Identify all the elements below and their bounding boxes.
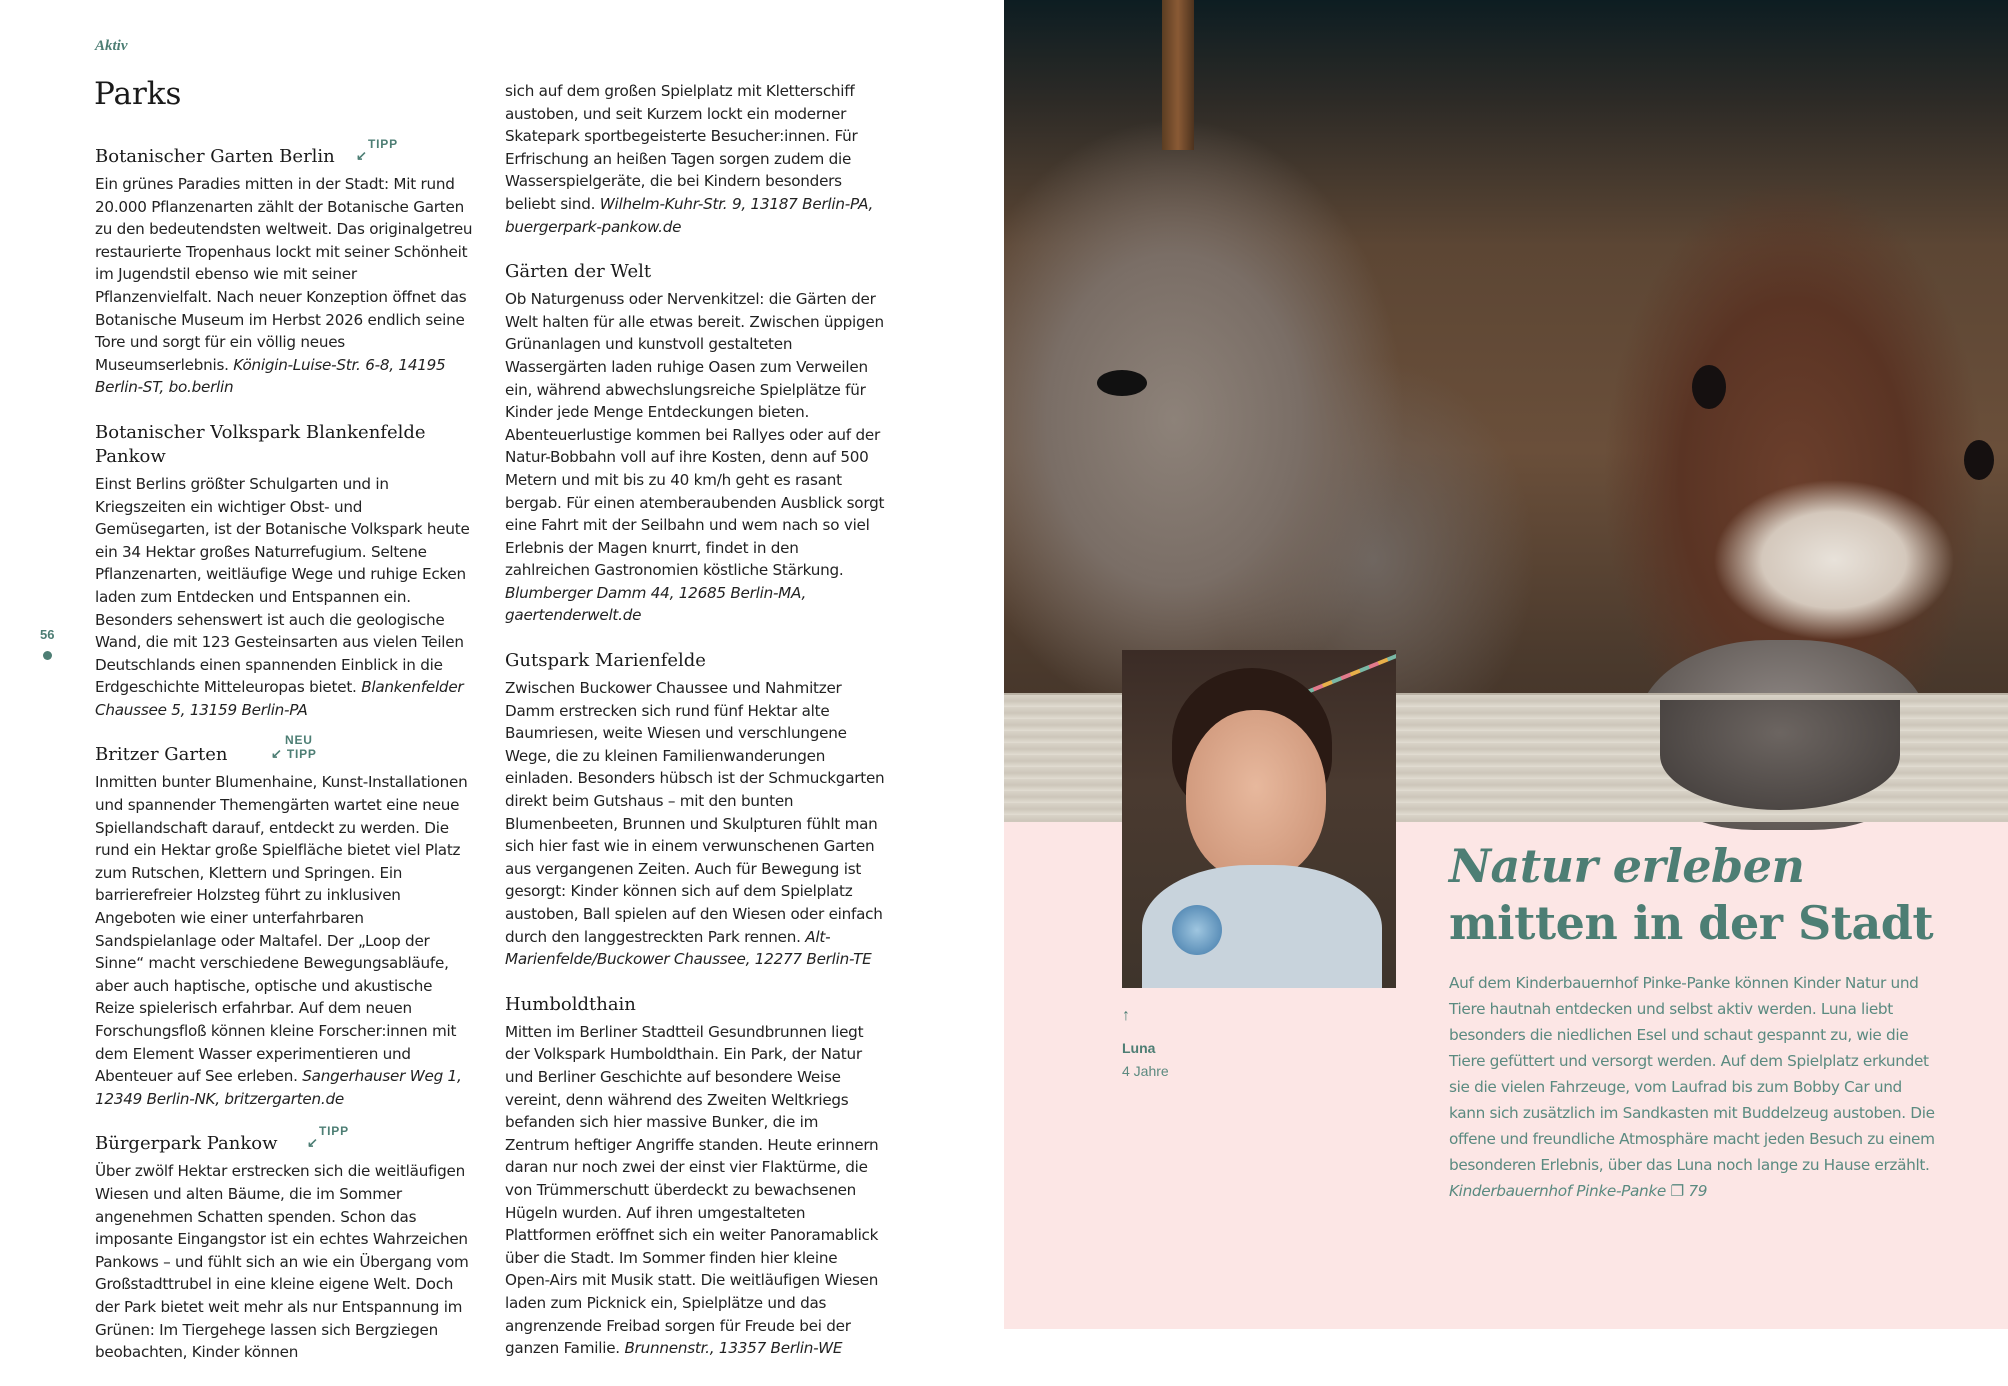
entry-address: Brunnenstr., 13357 Berlin-WE: [624, 1339, 843, 1358]
entry-address: Königin-Luise-Str. 6-8, 14195 Berlin-ST, bo.berlin: [95, 355, 446, 397]
child-photo: [1122, 650, 1396, 988]
entry-title: Gärten der Welt: [505, 261, 652, 283]
donkey-eye: [1692, 365, 1726, 409]
entry-title: Botanischer Volkspark Blankenfelde Pankow: [95, 421, 426, 467]
feature-title: Natur erleben mitten in der Stadt: [1449, 839, 1934, 950]
child-face: [1186, 710, 1326, 880]
entry-gaerten-der-welt: [505, 260, 885, 627]
entry-gutspark-marienfelde: [505, 649, 885, 971]
left-page: [0, 0, 1004, 1362]
column-2: [505, 80, 885, 1382]
entry-body: Einst Berlins größter Schulgarten und in Kriegszeiten ein wichtiger Obst- und Gemüsegarten, ist der Botanische Volkspark heute ein 34 Hektar großes Naturrefugium. Seltene Pflanzenarten, weitläufige Wege und ruhige Ecken laden zum Entdecken und Entspannen ein. Besonders sehenswert ist auch die geologische Wand, die mit 123 Gesteinsarten aus vielen Teilen Deutschlands einen spannenden Einblick in die Erdgeschichte Mitteleuropas bietet. Blankenfelder Chaussee 5, 13159 Berlin-PA: [95, 474, 470, 719]
entry-title: Britzer Garten: [95, 744, 228, 766]
donkey-muzzle-over-fence: [1660, 700, 1900, 810]
entry-address: Alt-Marienfelde/Buckower Chaussee, 12277 Berlin-TE: [505, 927, 872, 969]
cake-pop: [1172, 905, 1222, 955]
page-title: Parks: [94, 76, 182, 112]
entry-body: Ein grünes Paradies mitten in der Stadt: Mit rund 20.000 Pflanzenarten zählt der Botanische Garten zu den bedeutendsten weltweit. Das originalgetreu restaurierte Tropenhaus lockt mit seiner Schönheit im Jugendstil ebenso wie mit seiner Pflanzenvielfalt. Nach neuer Konzeption öffnet das Botanische Museum im Herbst 2026 endlich seine Tore und sorgt für ein völlig neues Museumserlebnis. Königin-Luise-Str. 6-8, 14195 Berlin-ST, bo.berlin: [95, 175, 473, 397]
entry-title: Gutspark Marienfelde: [505, 650, 706, 672]
entry-body: Ob Naturgenuss oder Nervenkitzel: die Gärten der Welt halten für alle etwas bereit. Zwischen üppigen Grünanlagen und kunstvoll gestalteten Wassergärten laden ruhige Oasen zum Verweilen ein, während abwechslungsreiche Spielplätze für Kinder jede Menge Entdeckungen bieten. Abenteuerlustige kommen bei Rallyes oder auf der Natur-Bobbahn voll auf ihre Kosten, denn auf 500 Metern und mit bis zu 40 km/h geht es rasant bergab. Für einen atemberaubenden Ausblick sorgt eine Fahrt mit der Seilbahn und wem nach so viel Erlebnis der Magen knurrt, findet in den zahlreichen Gastronomien köstliche Stärkung. Blumberger Damm 44, 12685 Berlin-MA, gaertenderwelt.de: [505, 290, 885, 625]
fence-post: [1162, 0, 1194, 150]
entry-body: Zwischen Buckower Chaussee und Nahmitzer Damm erstrecken sich rund fünf Hektar alte Baumriesen, weite Wiesen und verschlungene Wege, die zu kleinen Familienwanderungen einladen. Besonders hübsch ist der Schmuckgarten direkt beim Gutshaus – mit den bunten Blumenbeeten, Brunnen und Skulpturen fühlt man sich hier fast wie in einem verwunschenen Garten aus vergangenen Zeiten. Auch für Bewegung ist gesorgt: Kinder können sich auf dem Spielplatz austoben, Ball spielen auf den Wiesen oder einfach durch den langgestreckten Park rennen. Alt-Marienfelde/Buckower Chaussee, 12277 Berlin-TE: [505, 679, 885, 969]
arrow-down-left-icon: ↙: [307, 1135, 319, 1151]
caption-age: 4 Jahre: [1122, 1063, 1169, 1079]
column-1: [95, 137, 475, 1386]
arrow-down-left-icon: ↙: [356, 148, 368, 163]
entry-continuation: sich auf dem großen Spielplatz mit Kletterschiff austoben, und seit Kurzem lockt ein moderner Skatepark sportbegeisterte Besucher:innen. Für Erfrischung an heißen Tagen sorgen zudem die Wasserspielgeräte, die bei Kindern besonders beliebt sind. Wilhelm-Kuhr-Str. 9, 13187 Berlin-PA, buergerpark-pankow.de: [505, 82, 874, 236]
entry-botanischer-garten: [95, 137, 475, 399]
entry-buergerpark-pankow: [95, 1124, 475, 1363]
entry-volkspark-blankenfelde: [95, 421, 475, 722]
entry-body: Inmitten bunter Blumenhaine, Kunst-Installationen und spannender Themengärten wartet eine neue Spiellandschaft darauf, entdeckt zu werden. Die rund ein Hektar große Spielfläche bietet viel Platz zum Rutschen, Klettern und Springen. Ein barrierefreier Holzsteg führt zu inklusiven Angeboten wie einer unterfahrbaren Sandspielanlage oder Maltafel. Der „Loop der Sinne“ macht verschiedene Bewegungsabläufe, aber auch haptische, optische und akustische Reize spielerisch erfahrbar. Auf dem neuen Forschungsfloß können kleine Forscher:innen mit dem Element Wasser experimentieren und Abenteuer auf See erleben. Sangerhauser Weg 1, 12349 Berlin-NK, britzergarten.de: [95, 773, 468, 1108]
entry-title: Humboldthain: [505, 993, 636, 1015]
page-reference: Kinderbauernhof Pinke-Panke ❐ 79: [1449, 1182, 1708, 1200]
entry-address: Blumberger Damm 44, 12685 Berlin-MA, gaertenderwelt.de: [505, 583, 807, 625]
tip-badge: ↙ TIPP: [307, 1124, 349, 1151]
entry-address: Sangerhauser Weg 1, 12349 Berlin-NK, britzergarten.de: [95, 1067, 462, 1108]
tip-badge: ↙ TIPP: [356, 137, 398, 163]
donkey-eye: [1097, 370, 1147, 396]
page-dot-icon: [43, 651, 52, 660]
feature-body: Auf dem Kinderbauernhof Pinke-Panke können Kinder Natur und Tiere hautnah entdecken und selbst aktiv werden. Luna liebt besonders die niedlichen Esel und schaut gespannt zu, wie die Tiere gefüttert und versorgt werden. Auf dem Spielplatz erkundet sie die vielen Fahrzeuge, vom Laufrad bis zum Bobby Car und kann sich zusätzlich im Sandkasten mit Buddelzeug austoben. Die offene und freundliche Atmosphäre macht jeden Besuch zu einem besonderen Erlebnis, über das Luna noch lange zu Hause erzählt. Kinderbauernhof Pinke-Panke ❐ 79: [1449, 974, 1935, 1200]
entry-body: Über zwölf Hektar erstrecken sich die weitläufigen Wiesen und alten Bäume, die im Sommer angenehmen Schatten spenden. Schon das imposante Eingangstor ist ein echtes Wahrzeichen Pankows – und fühlt sich an wie ein Übergang vom Großstadttrubel in eine kleine eigene Welt. Doch der Park bietet weit mehr als nur Entspannung im Grünen: Im Tiergehege lassen sich Bergziegen beobachten, Kinder können: [95, 1162, 469, 1362]
entry-title: Botanischer Garten Berlin: [95, 146, 335, 167]
donkey-eye: [1964, 440, 1994, 480]
entry-address: Wilhelm-Kuhr-Str. 9, 13187 Berlin-PA, buergerpark-pankow.de: [505, 194, 874, 236]
entry-britzer-garten: [95, 733, 475, 1110]
entry-humboldthain: [505, 993, 885, 1360]
section-kicker: Aktiv: [95, 38, 128, 54]
caption-name: Luna: [1122, 1040, 1156, 1056]
entry-body: Mitten im Berliner Stadtteil Gesundbrunnen liegt der Volkspark Humboldthain. Ein Park, der Natur und Berliner Geschichte auf besondere Weise vereint, denn während des Zweiten Weltkriegs befanden sich hier massive Bunker, die im Zentrum heftiger Angriffe standen. Heute erinnern daran nur noch zwei der einst vier Flaktürme, die von Trümmerschutt überdeckt zu bewachsenen Hügeln wurden. Auf ihren umgestalteten Plattformen eröffnet sich ein weiter Panoramablick über die Stadt. Im Sommer finden hier kleine Open-Airs mit Musik statt. Die weitläufigen Wiesen laden zum Picknick ein, Spielplätze und das angrenzende Freibad sorgen für Freude bei der ganzen Familie. Brunnenstr., 13357 Berlin-WE: [505, 1022, 879, 1358]
entry-title: Bürgerpark Pankow: [95, 1133, 278, 1155]
entry-address: Blankenfelder Chaussee 5, 13159 Berlin-PA: [95, 678, 464, 719]
arrow-up-icon: ↑: [1122, 1007, 1130, 1024]
arrow-down-left-icon: ↙: [271, 746, 283, 762]
new-tip-badge: NEU ↙ TIPP: [271, 733, 317, 762]
page-number: 56: [40, 627, 55, 642]
right-page: [1004, 0, 2008, 1329]
